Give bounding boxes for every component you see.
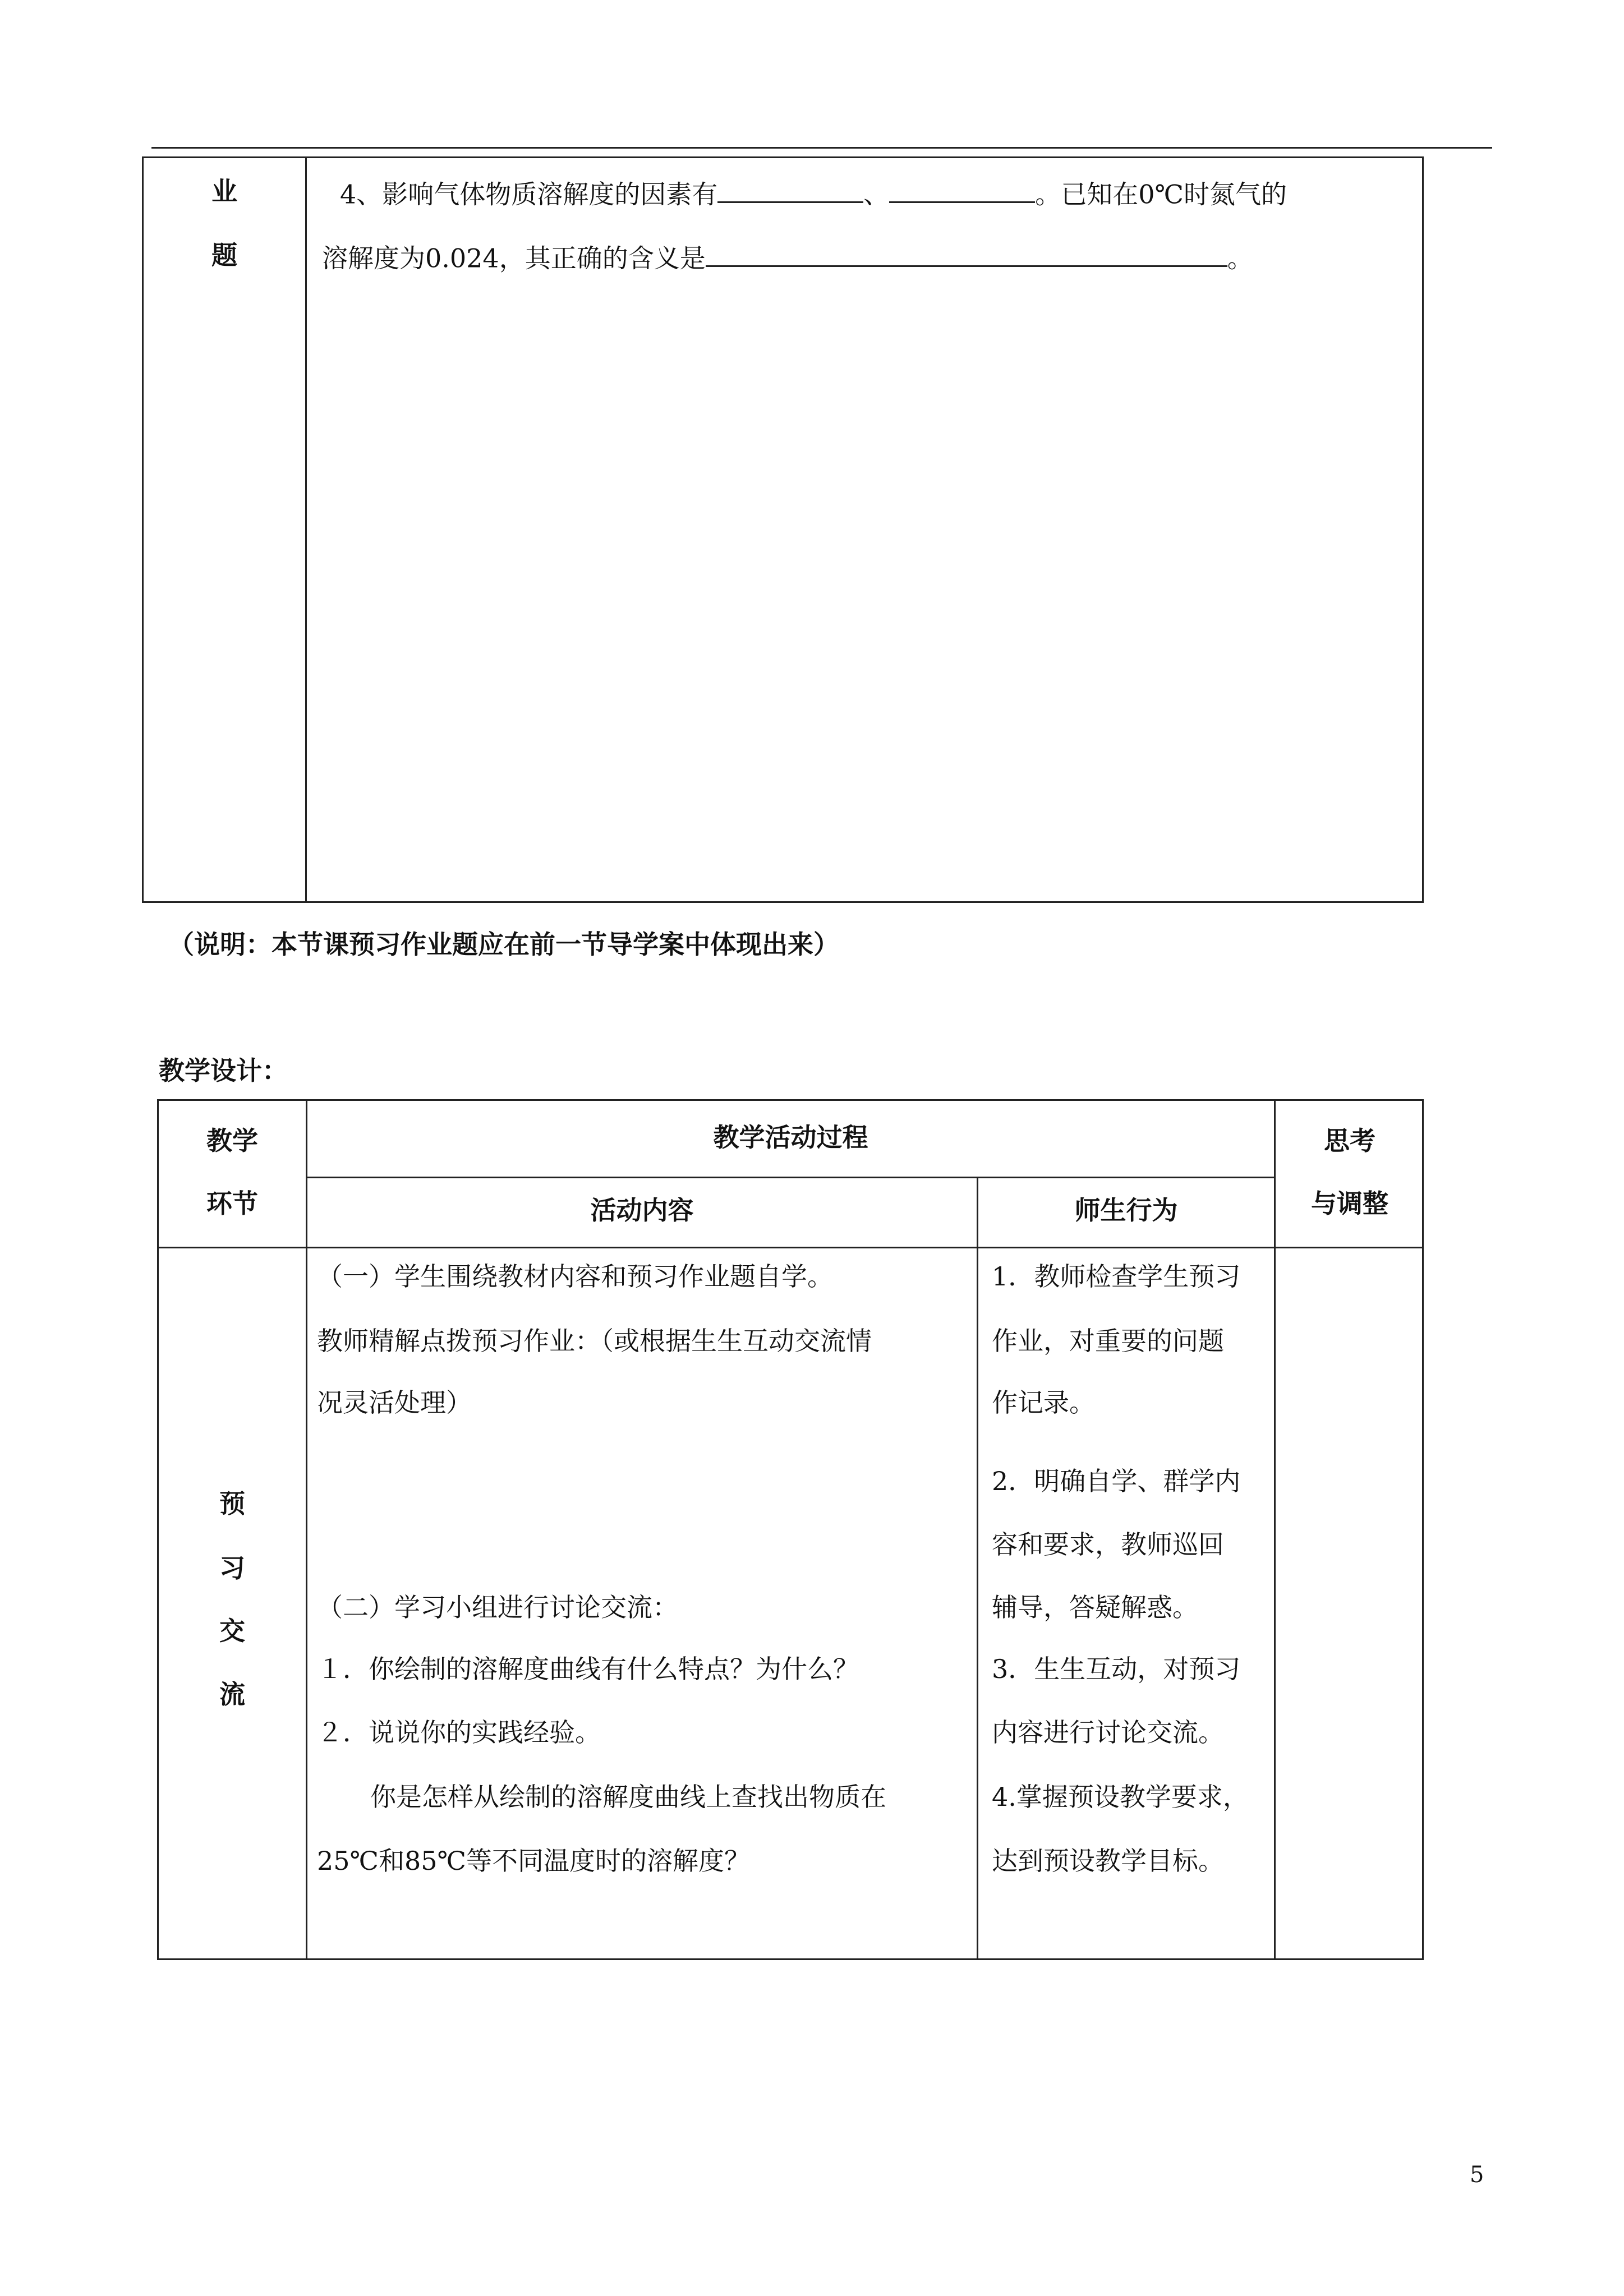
header-reflect: 思考: [1324, 1126, 1375, 1156]
content-line: 教师精解点拨预习作业：（或根据生生互动交流情: [317, 1326, 872, 1356]
divider-content: [977, 1178, 978, 1960]
answer-blank-3: [706, 242, 1227, 267]
header-process: 教学活动过程: [713, 1122, 868, 1152]
behavior-line: 容和要求，教师巡回: [992, 1529, 1224, 1560]
content-line: （二）学习小组进行讨论交流：: [317, 1592, 678, 1622]
section-title: 教学设计：: [159, 1055, 288, 1086]
divider-header-sub: [306, 1177, 1274, 1178]
homework-table: [142, 156, 1424, 903]
stage-char: 流: [219, 1679, 245, 1709]
behavior-line: 3．生生互动，对预习: [992, 1654, 1241, 1684]
divider-stage: [306, 1101, 307, 1958]
stage-char: 预: [219, 1488, 245, 1519]
homework-label-char: 业: [211, 176, 237, 206]
stage-char: 习: [219, 1553, 245, 1583]
question-4-line-1: 4、影响气体物质溶解度的因素有 、 。已知在0℃时氮气的: [340, 179, 1287, 210]
content-line: ２．说说你的实践经验。: [317, 1717, 601, 1748]
header-reflect: 与调整: [1311, 1188, 1388, 1219]
page-number: 5: [1470, 2162, 1484, 2188]
header-stage: 环节: [206, 1188, 258, 1219]
stage-char: 交: [219, 1616, 245, 1646]
content-line: （一）学生围绕教材内容和预习作业题自学。: [317, 1261, 833, 1292]
content-line: 你是怎样从绘制的溶解度曲线上查找出物质在: [370, 1782, 886, 1812]
behavior-line: 4.掌握预设教学要求，: [992, 1782, 1249, 1812]
behavior-line: 内容进行讨论交流。: [992, 1717, 1224, 1748]
behavior-line: 1．教师检查学生预习: [992, 1261, 1241, 1292]
header-behavior: 师生行为: [1074, 1195, 1178, 1225]
answer-blank-1: [717, 178, 863, 203]
divider-header: [159, 1247, 1422, 1248]
divider-reflect: [1274, 1101, 1276, 1958]
behavior-line: 作记录。: [992, 1387, 1095, 1418]
teaching-design-table: [157, 1099, 1424, 1960]
header-content: 活动内容: [590, 1195, 694, 1225]
behavior-line: 作业，对重要的问题: [992, 1326, 1224, 1356]
behavior-line: 2．明确自学、群学内: [992, 1466, 1241, 1496]
header-rule: [151, 147, 1492, 149]
homework-label-char: 题: [211, 240, 237, 270]
behavior-line: 辅导，答疑解惑。: [992, 1592, 1198, 1622]
content-line: 25℃和85℃等不同温度时的溶解度？: [317, 1846, 750, 1876]
header-stage: 教学: [206, 1126, 258, 1156]
explanatory-note: （说明：本节课预习作业题应在前一节导学案中体现出来）: [168, 929, 839, 960]
content-line: 况灵活处理）: [317, 1387, 472, 1418]
question-4-line-2: 溶解度为0.024，其正确的含义是 。: [322, 243, 1253, 274]
answer-blank-2: [889, 178, 1035, 203]
homework-table-divider: [305, 158, 307, 901]
behavior-line: 达到预设教学目标。: [992, 1846, 1224, 1876]
content-line: １．你绘制的溶解度曲线有什么特点？为什么？: [317, 1654, 859, 1684]
